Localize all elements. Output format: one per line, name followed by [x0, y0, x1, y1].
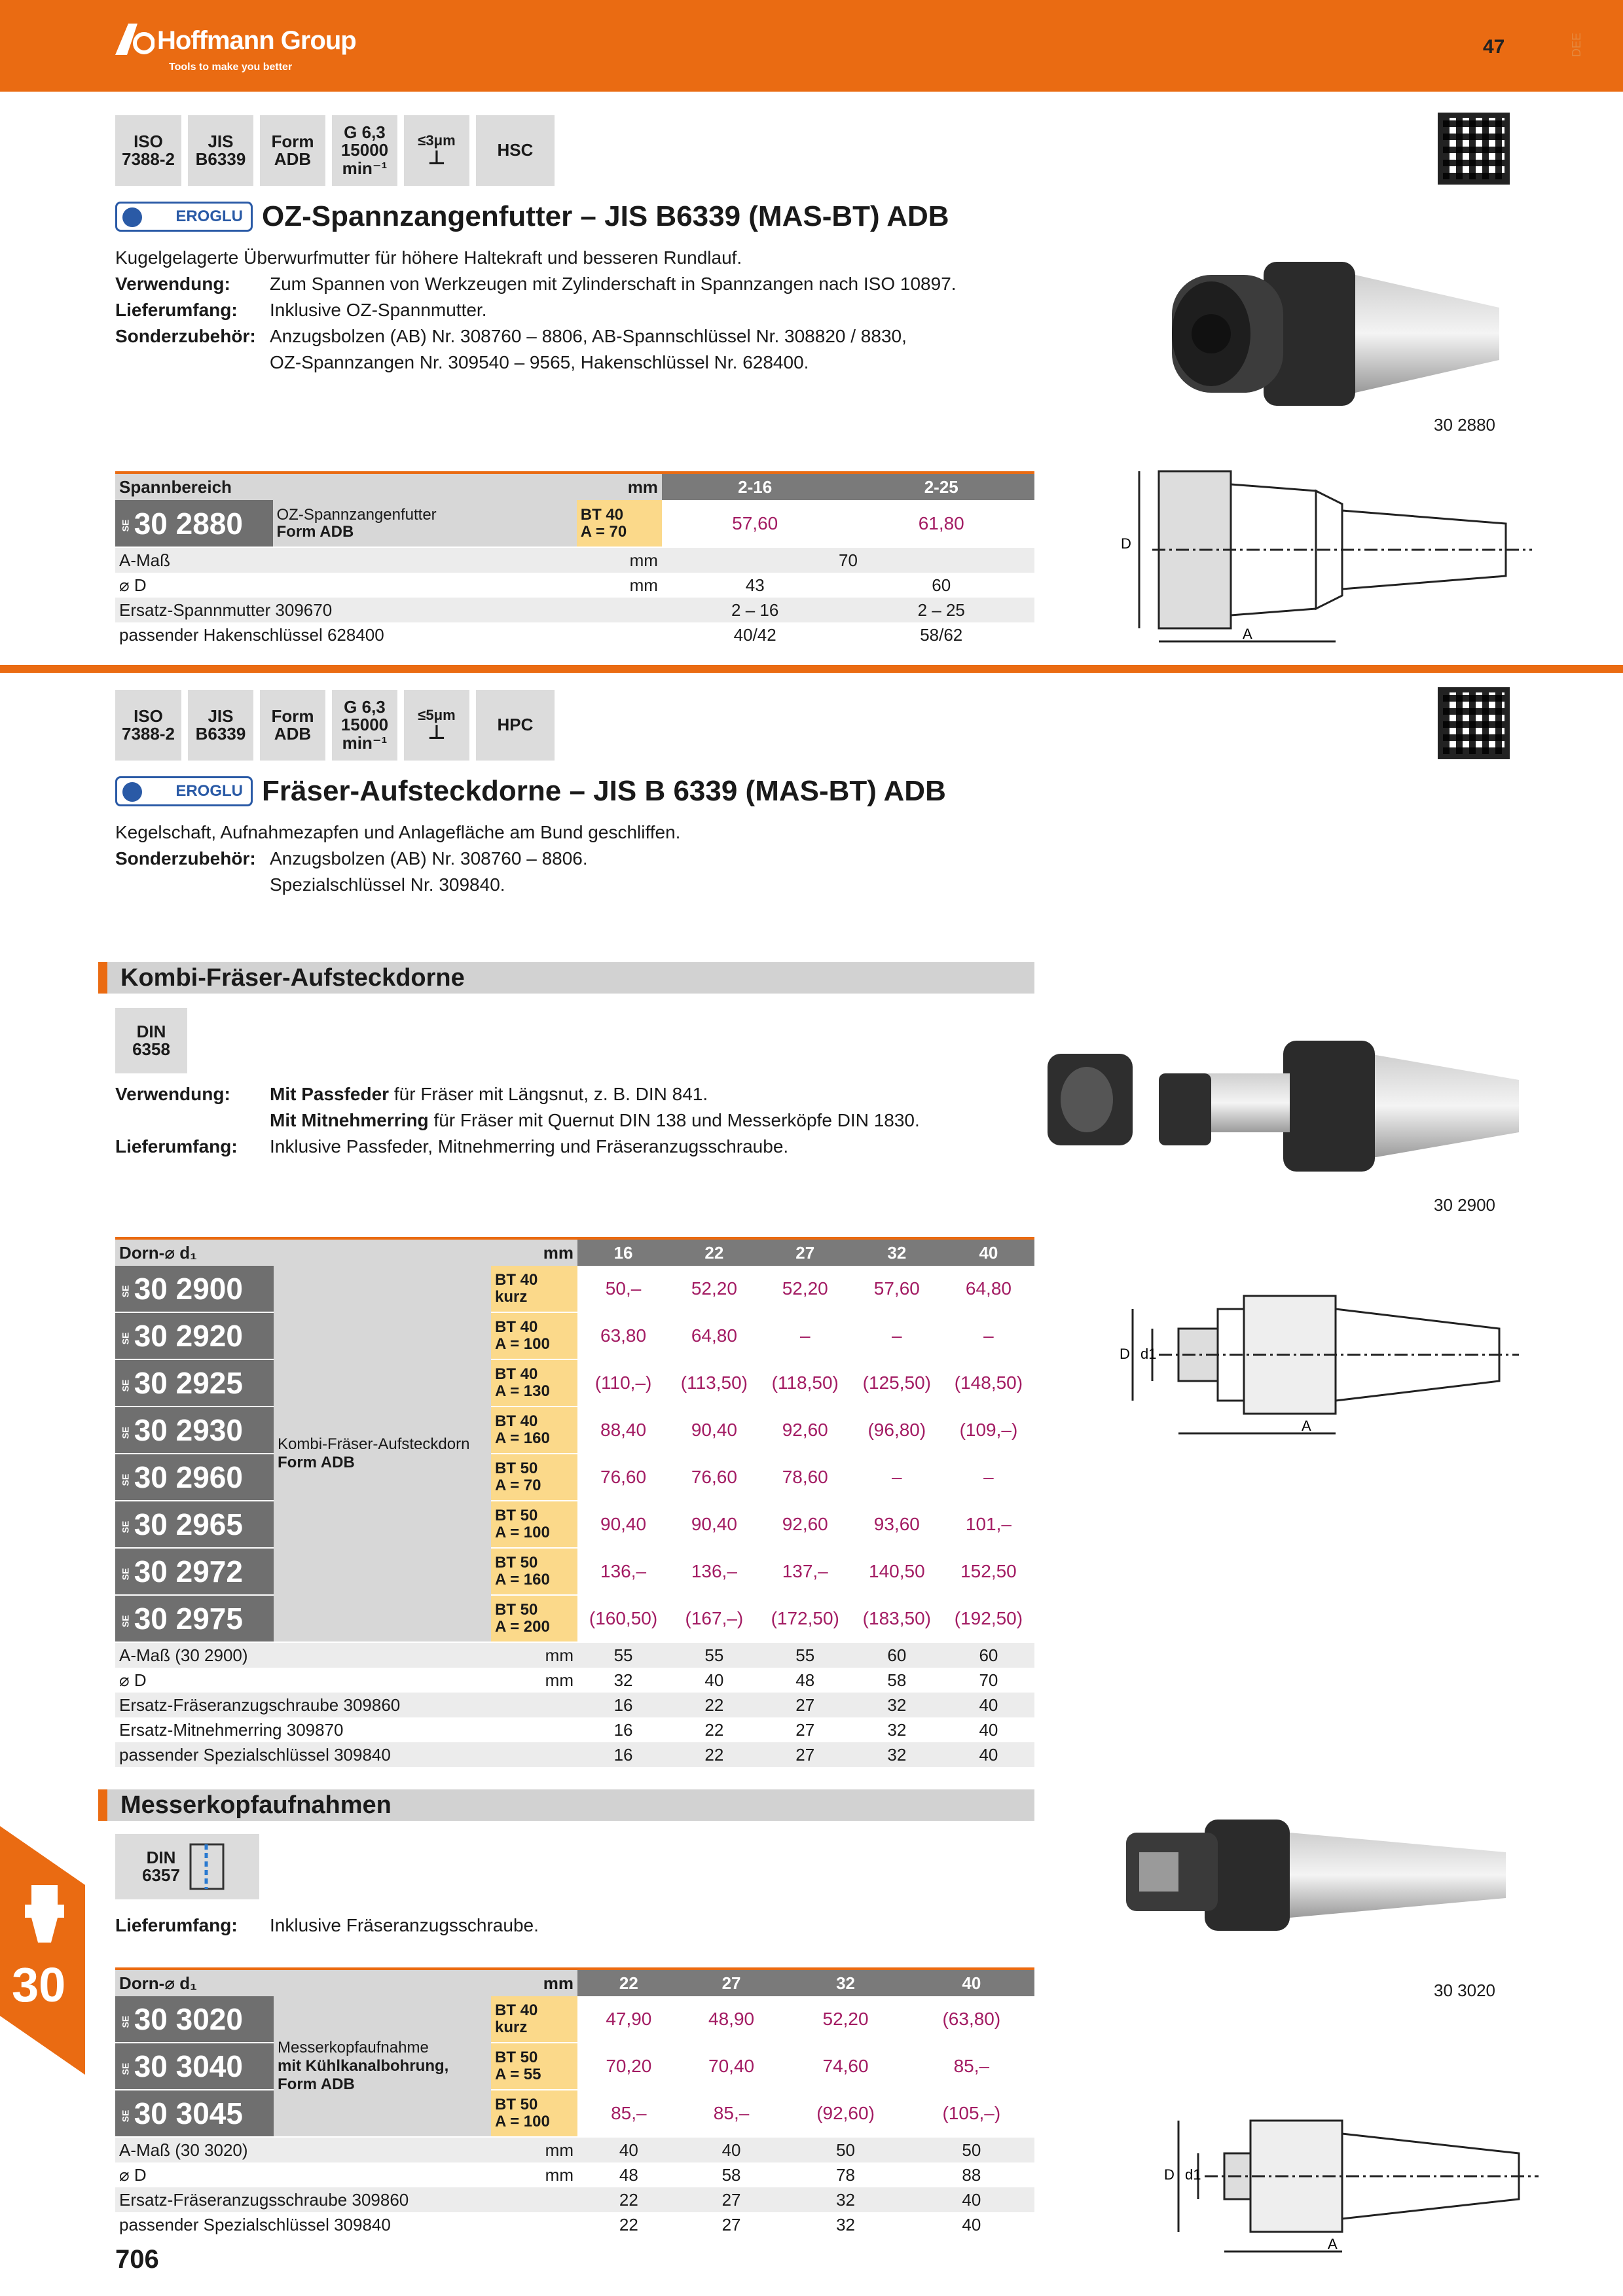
price-cell: –	[943, 1312, 1034, 1359]
dim-a: A	[1302, 1418, 1311, 1434]
dim-d: D	[1164, 2166, 1175, 2183]
price-cell: 64,80	[669, 1312, 759, 1359]
logo-tagline: Tools to make you better	[169, 62, 293, 73]
table-row	[115, 1693, 1034, 1717]
article-number[interactable]: SE 30 2880	[115, 500, 273, 547]
row-value: 48	[795, 1670, 815, 1690]
article-number[interactable]: SE 30 3045	[115, 2090, 274, 2137]
use-label: Verwendung:	[115, 274, 230, 294]
runout-icon: ⊥	[428, 721, 446, 744]
row-value: 55	[669, 1642, 759, 1668]
technical-drawing-302900	[1106, 1276, 1525, 1446]
price-cell: (96,80)	[851, 1407, 943, 1454]
price-cell: 152,50	[943, 1548, 1034, 1595]
price-cell: 63,80	[577, 1312, 669, 1359]
bt-size: BT 40 A = 100	[491, 1312, 577, 1359]
row-unit	[491, 1717, 577, 1742]
row-value: 50	[782, 2137, 908, 2162]
article-row[interactable]	[115, 1501, 1034, 1548]
dim-d: D	[1121, 535, 1131, 552]
price-cell: 50,–	[577, 1266, 669, 1312]
spec-form: Form ADB	[260, 115, 325, 186]
row-value: 70	[662, 547, 1034, 573]
row-value: 40/42	[733, 624, 776, 645]
technical-drawing-302880	[1113, 452, 1558, 661]
row-value: 32	[851, 1742, 943, 1767]
row-label: passender Hakenschlüssel 628400	[119, 624, 384, 645]
spec-badges-1	[115, 115, 555, 186]
row-value: 40	[577, 2137, 680, 2162]
accessory-text-2: OZ-Spannzangen Nr. 309540 – 9565, Hakenschlüssel Nr. 628400.	[270, 352, 809, 372]
image-ref-303020: 30 3020	[1434, 1981, 1495, 2000]
bt-size: BT 50 A = 100	[491, 2090, 577, 2137]
page-number-top: 47	[1483, 36, 1505, 58]
price-cell: 57,60	[662, 500, 848, 547]
row-value: 60	[943, 1642, 1034, 1668]
price-cell: (125,50)	[851, 1359, 943, 1407]
row-label: ⌀ D	[119, 2164, 147, 2185]
table-row	[115, 1668, 1034, 1693]
row-value: 60	[932, 575, 951, 595]
row-value: 32	[782, 2187, 908, 2212]
tool-holder-icon	[25, 1885, 64, 1944]
bt-size: BT 40 A = 70	[577, 500, 662, 547]
row-value: 40	[704, 1670, 724, 1690]
messer-description: Lieferumfang: Inklusive Fräseranzugsschraube.	[115, 1912, 1032, 1939]
row-value: 27	[759, 1693, 851, 1717]
price-cell: (167,–)	[669, 1595, 759, 1642]
article-row[interactable]	[115, 1266, 1034, 1312]
spec-form: Form ADB	[260, 690, 325, 761]
th-unit: mm	[491, 1969, 577, 1996]
article-number[interactable]: SE 30 3020	[115, 1996, 274, 2043]
spec-jis: JIS B6339	[188, 690, 253, 761]
spec-iso: ISO 7388-2	[115, 690, 181, 761]
brand-row-2	[115, 775, 946, 808]
row-value: 40	[979, 1719, 998, 1740]
th-col: 22	[577, 1969, 680, 1996]
price-cell: 93,60	[851, 1501, 943, 1548]
article-number[interactable]: SE 30 2975	[115, 1595, 274, 1642]
price-cell: 76,60	[577, 1454, 669, 1501]
spec-iso: ISO 7388-2	[115, 115, 181, 186]
row-unit: mm	[491, 2137, 577, 2162]
dim-d: D	[1120, 1346, 1130, 1362]
bt-size: BT 50 A = 200	[491, 1595, 577, 1642]
row-value: 32	[887, 1719, 907, 1740]
intro-text: Kugelgelagerte Überwurfmutter für höhere Haltekraft und besseren Rundlauf.	[115, 247, 742, 268]
din-badge-6357: DIN 6357	[115, 1834, 259, 1899]
th-label: Dorn-⌀ d₁	[115, 1238, 491, 1266]
row-label: A-Maß	[115, 547, 577, 573]
scope-text: Inklusive OZ-Spannmutter.	[270, 300, 487, 320]
price-cell: 70,40	[680, 2043, 783, 2090]
language-code: DEE	[1570, 33, 1583, 58]
table-row	[115, 2137, 1034, 2162]
table-kombi	[115, 1237, 1034, 1767]
dim-d1: d1	[1185, 2166, 1201, 2183]
price-cell: 85,–	[577, 2090, 680, 2137]
price-cell: (183,50)	[851, 1595, 943, 1642]
section-divider	[0, 665, 1623, 673]
image-ref-302880: 30 2880	[1434, 415, 1495, 435]
row-value: 88	[962, 2164, 981, 2185]
bt-size: BT 40 A = 130	[491, 1359, 577, 1407]
th-label: Spannbereich	[115, 473, 577, 500]
th-col: 32	[782, 1969, 908, 1996]
article-number[interactable]: SE 30 3040	[115, 2043, 274, 2090]
price-cell: 137,–	[759, 1548, 851, 1595]
row-value: 32	[613, 1670, 633, 1690]
bt-size: BT 40 kurz	[491, 1996, 577, 2043]
table-302880	[115, 471, 1034, 647]
article-number[interactable]: SE 30 2965	[115, 1501, 274, 1548]
row-value: 16	[577, 1693, 669, 1717]
price-cell: –	[943, 1454, 1034, 1501]
product-image-302900	[1041, 1028, 1539, 1178]
row-value: 32	[836, 2214, 855, 2234]
scope-label: Lieferumfang:	[115, 1915, 238, 1935]
row-value: 43	[745, 575, 765, 595]
row-value: 78	[836, 2164, 855, 2185]
price-cell: 92,60	[759, 1501, 851, 1548]
price-cell: 85,–	[909, 2043, 1034, 2090]
row-unit: mm	[491, 1642, 577, 1668]
row-value: 27	[680, 2187, 783, 2212]
price-cell: 136,–	[669, 1548, 759, 1595]
bt-size: BT 40 A = 160	[491, 1407, 577, 1454]
row-label: ⌀ D	[119, 575, 147, 595]
qr-code-icon[interactable]	[1438, 687, 1510, 759]
price-cell: 90,40	[669, 1407, 759, 1454]
price-cell: (160,50)	[577, 1595, 669, 1642]
row-value: 70	[979, 1670, 998, 1690]
spec-jis: JIS B6339	[188, 115, 253, 186]
th-col: 2-25	[848, 473, 1034, 500]
price-cell: 64,80	[943, 1266, 1034, 1312]
row-value: 2 – 16	[662, 598, 848, 622]
row-value: 22	[669, 1742, 759, 1767]
row-value: 40	[962, 2214, 981, 2234]
row-value: 48	[619, 2164, 638, 2185]
th-col: 2-16	[662, 473, 848, 500]
spec-hpc: HPC	[476, 690, 555, 761]
price-cell: 70,20	[577, 2043, 680, 2090]
row-unit	[491, 2187, 577, 2212]
row-value: 27	[721, 2214, 741, 2234]
description-2	[115, 819, 1032, 898]
price-cell: (148,50)	[943, 1359, 1034, 1407]
row-unit: mm	[545, 1670, 574, 1690]
product-title-2: Fräser-Aufsteckdorne – JIS B 6339 (MAS-BT) ADB	[262, 775, 946, 807]
price-cell: –	[759, 1312, 851, 1359]
row-label: Ersatz-Fräseranzugschraube 309860	[115, 1693, 491, 1717]
spec-balance: G 6,3 15000 min⁻¹	[332, 690, 397, 761]
price-cell: 48,90	[680, 1996, 783, 2043]
spec-balance: G 6,3 15000 min⁻¹	[332, 115, 397, 186]
price-cell: –	[851, 1312, 943, 1359]
row-value: 22	[577, 2187, 680, 2212]
row-label: passender Spezialschlüssel 309840	[119, 2214, 391, 2234]
row-value: 32	[851, 1693, 943, 1717]
dim-a: A	[1328, 2236, 1338, 2252]
price-cell: –	[851, 1454, 943, 1501]
row-label: Ersatz-Mitnehmerring 309870	[119, 1719, 344, 1740]
bt-size: BT 40 kurz	[491, 1266, 577, 1312]
intro-text: Kegelschaft, Aufnahmezapfen und Anlagefläche am Bund geschliffen.	[115, 822, 681, 842]
din-badge-6358: DIN 6358	[115, 1008, 187, 1073]
th-col: 22	[669, 1238, 759, 1266]
price-cell: 92,60	[759, 1407, 851, 1454]
th-col: 27	[680, 1969, 783, 1996]
table-row	[115, 2162, 1034, 2187]
price-cell: 140,50	[851, 1548, 943, 1595]
row-label: ⌀ D	[119, 1670, 147, 1690]
accessory-text-1: Anzugsbolzen (AB) Nr. 308760 – 8806.	[270, 848, 588, 869]
price-cell: 61,80	[848, 500, 1034, 547]
th-col: 27	[759, 1238, 851, 1266]
th-label: Dorn-⌀ d₁	[115, 1969, 491, 1996]
price-cell: 90,40	[577, 1501, 669, 1548]
row-value: 55	[759, 1642, 851, 1668]
row-value: 40	[909, 2187, 1034, 2212]
th-unit: mm	[577, 473, 662, 500]
row-value: 40	[680, 2137, 783, 2162]
price-cell: 57,60	[851, 1266, 943, 1312]
article-row[interactable]	[115, 1312, 1034, 1359]
brand-logo: EROGLU	[115, 202, 253, 232]
image-ref-302900: 30 2900	[1434, 1195, 1495, 1215]
dim-d1: d1	[1140, 1346, 1157, 1362]
description-1	[115, 245, 1032, 376]
page-number-footer: 706	[115, 2245, 159, 2274]
row-value: 22	[704, 1719, 724, 1740]
price-cell: (113,50)	[669, 1359, 759, 1407]
price-cell: 52,20	[759, 1266, 851, 1312]
article-number[interactable]: SE 30 2925	[115, 1359, 274, 1407]
row-value: 40	[943, 1693, 1034, 1717]
row-label: A-Maß (30 2900)	[115, 1642, 491, 1668]
article-row[interactable]	[115, 1548, 1034, 1595]
row-unit: mm	[545, 2164, 574, 2185]
price-cell: (110,–)	[577, 1359, 669, 1407]
price-cell: 52,20	[782, 1996, 908, 2043]
brand-row-1	[115, 200, 949, 233]
spec-badges-2	[115, 690, 555, 761]
product-image-303020	[1113, 1813, 1519, 1937]
bt-size: BT 50 A = 70	[491, 1454, 577, 1501]
th-col: 32	[851, 1238, 943, 1266]
article-row[interactable]	[115, 1595, 1034, 1642]
runout-icon: ⊥	[428, 147, 446, 169]
price-cell: 74,60	[782, 2043, 908, 2090]
table-row	[115, 1717, 1034, 1742]
row-label: Ersatz-Fräseranzugsschraube 309860	[115, 2187, 491, 2212]
price-cell: 52,20	[669, 1266, 759, 1312]
price-cell: 76,60	[669, 1454, 759, 1501]
article-number[interactable]: SE 30 2960	[115, 1454, 274, 1501]
row-value: 27	[759, 1742, 851, 1767]
accessory-label: Sonderzubehör:	[115, 848, 256, 869]
chapter-number: 30	[12, 1958, 66, 2012]
th-col: 40	[943, 1238, 1034, 1266]
bt-size: BT 50 A = 100	[491, 1501, 577, 1548]
bt-size: BT 50 A = 160	[491, 1548, 577, 1595]
accessory-text-2: Spezialschlüssel Nr. 309840.	[270, 874, 505, 895]
use-text: Zum Spannen von Werkzeugen mit Zylinderschaft in Spannzangen nach ISO 10897.	[270, 274, 957, 294]
kombi-heading: Kombi-Fräser-Aufsteckdorne	[98, 962, 1034, 994]
price-cell: (105,–)	[909, 2090, 1034, 2137]
product-title-1: OZ-Spannzangenfutter – JIS B6339 (MAS-BT) ADB	[262, 200, 949, 232]
article-desc: Messerkopfaufnahme mit Kühlkanalbohrung, Form ADB	[274, 1996, 491, 2137]
row-value: 40	[943, 1742, 1034, 1767]
price-cell: (92,60)	[782, 2090, 908, 2137]
messer-heading: Messerkopfaufnahmen	[98, 1789, 1034, 1821]
th-unit: mm	[491, 1238, 577, 1266]
table-row	[115, 2212, 1034, 2237]
article-row[interactable]	[115, 1359, 1034, 1407]
coolant-icon	[187, 1840, 232, 1893]
row-unit: mm	[577, 547, 662, 573]
accessory-text-1: Anzugsbolzen (AB) Nr. 308760 – 8806, AB-Spannschlüssel Nr. 308820 / 8830,	[270, 326, 907, 346]
qr-code-icon[interactable]	[1438, 113, 1510, 185]
row-value: 58/62	[920, 624, 963, 645]
table-row	[115, 2187, 1034, 2212]
price-cell: 78,60	[759, 1454, 851, 1501]
spec-runout: ≤5μm ⊥	[404, 690, 469, 761]
table-row	[115, 1742, 1034, 1767]
row-value: 22	[619, 2214, 638, 2234]
price-cell: (118,50)	[759, 1359, 851, 1407]
article-row[interactable]	[115, 1454, 1034, 1501]
spec-runout: ≤3μm ⊥	[404, 115, 469, 186]
use-label: Verwendung:	[115, 1084, 230, 1104]
chapter-tab	[0, 1826, 85, 2075]
kombi-description: Verwendung: Mit Passfeder für Fräser mit Längsnut, z. B. DIN 841. Mit Mitnehmerring für Fräser mit Quernut DIN 138 und Messerköpfe DIN 1830. Lieferumfang: Inklusive Passfeder, Mitnehmerring und Fräseranzugsschraube.	[115, 1081, 1032, 1160]
th-col: 16	[577, 1238, 669, 1266]
price-cell: (63,80)	[909, 1996, 1034, 2043]
price-cell: 101,–	[943, 1501, 1034, 1548]
row-unit: mm	[629, 575, 658, 595]
price-cell: 47,90	[577, 1996, 680, 2043]
row-value: 2 – 25	[848, 598, 1034, 622]
row-unit	[491, 2212, 577, 2237]
article-row[interactable]	[115, 2090, 1034, 2137]
row-unit	[491, 1693, 577, 1717]
technical-drawing-303020	[1152, 2094, 1545, 2265]
row-value: 50	[909, 2137, 1034, 2162]
row-label: passender Spezialschlüssel 309840	[115, 1742, 491, 1767]
hoffmann-logo-icon	[115, 24, 155, 56]
price-cell: 90,40	[669, 1501, 759, 1548]
article-row[interactable]	[115, 1407, 1034, 1454]
price-cell: (109,–)	[943, 1407, 1034, 1454]
price-cell: 136,–	[577, 1548, 669, 1595]
row-value: 16	[613, 1719, 633, 1740]
row-value: 60	[851, 1642, 943, 1668]
row-value: 27	[795, 1719, 815, 1740]
row-label: Ersatz-Spannmutter 309670	[115, 598, 662, 622]
bt-size: BT 50 A = 55	[491, 2043, 577, 2090]
article-number[interactable]: SE 30 2920	[115, 1312, 274, 1359]
article-number[interactable]: SE 30 2900	[115, 1266, 274, 1312]
dim-a: A	[1243, 626, 1252, 642]
price-cell: (192,50)	[943, 1595, 1034, 1642]
price-cell: 85,–	[680, 2090, 783, 2137]
row-value: 58	[887, 1670, 907, 1690]
product-image-302880	[1159, 249, 1512, 412]
article-row[interactable]	[115, 2043, 1034, 2090]
row-value: 58	[721, 2164, 741, 2185]
row-label: A-Maß (30 3020)	[115, 2137, 491, 2162]
scope-label: Lieferumfang:	[115, 300, 238, 320]
th-col: 40	[909, 1969, 1034, 1996]
row-value: 22	[669, 1693, 759, 1717]
price-cell: 88,40	[577, 1407, 669, 1454]
row-value: 55	[577, 1642, 669, 1668]
table-row	[115, 1642, 1034, 1668]
article-row[interactable]	[115, 1996, 1034, 2043]
article-desc: OZ-Spannzangenfutter Form ADB	[273, 500, 577, 547]
table-messer	[115, 1967, 1034, 2237]
logo-text: Hoffmann Group	[157, 26, 356, 55]
scope-label: Lieferumfang:	[115, 1136, 238, 1157]
price-cell: (172,50)	[759, 1595, 851, 1642]
accessory-label: Sonderzubehör:	[115, 326, 256, 346]
article-number[interactable]: SE 30 2930	[115, 1407, 274, 1454]
article-number[interactable]: SE 30 2972	[115, 1548, 274, 1595]
row-value: 16	[577, 1742, 669, 1767]
article-desc: Kombi-Fräser-Aufsteckdorn Form ADB	[274, 1266, 491, 1642]
brand-logo: EROGLU	[115, 776, 253, 806]
row-unit	[491, 1742, 577, 1767]
spec-hsc: HSC	[476, 115, 555, 186]
